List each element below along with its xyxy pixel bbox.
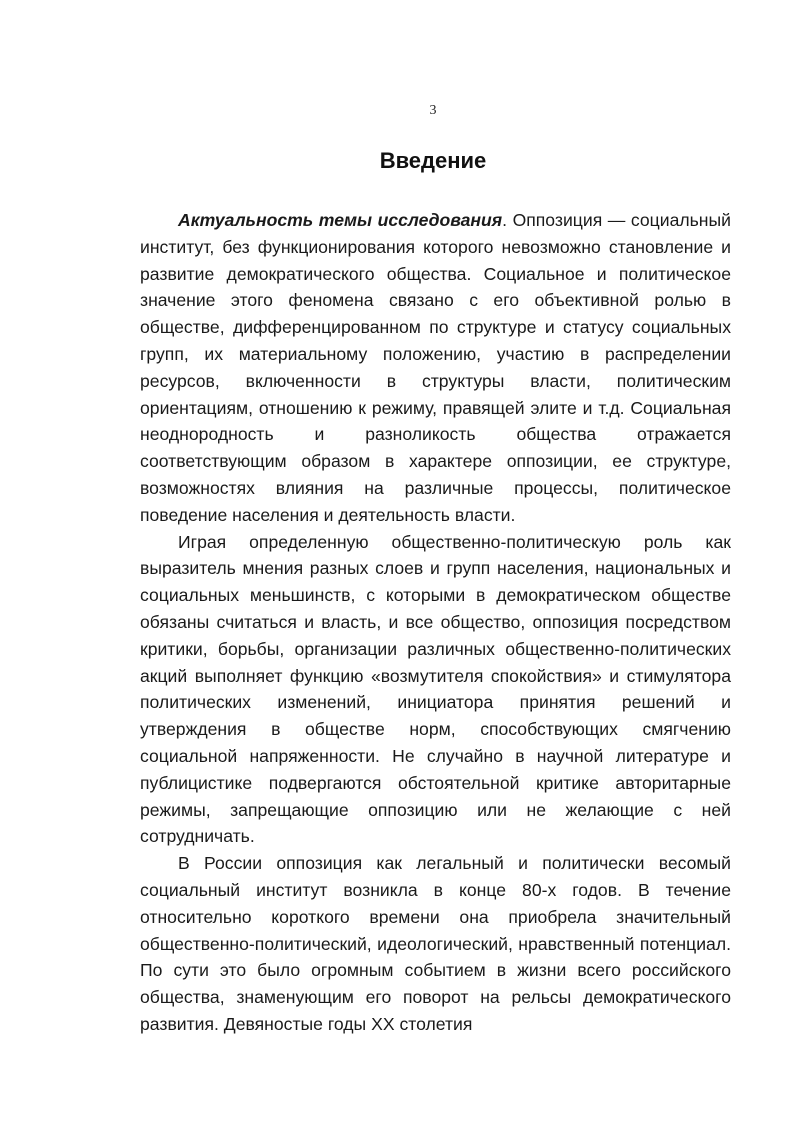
relevance-text: . Оппозиция — социальный институт, без функционирования которого невозможно становление и развитие демократического общества. Социальное и политическое значение этого феномена связано с его объективной ролью в обществе, дифференцированном по структуре и статусу социальных групп, их материальному положению, участию в распределении ресурсов, включенности в структуры власти, политическим ориентациям, отношению к режиму, правящей элите и т.д. Социальная неоднородность и разноликость общества отражается соответствующим образом в характере оппозиции, ее структуре, возможностях влияния на различные процессы, политическое поведение населения и деятельность власти. bbox=[140, 210, 731, 525]
relevance-lead: Актуальность темы исследования bbox=[178, 210, 503, 230]
paragraph-russia: В России оппозиция как легальный и политически весомый социальный институт возникла в конце 80-х годов. В течение относительно короткого времени она приобрела значительный общественно-политический, идеологический, нравственный потенциал. По сути это было огромным событием в жизни всего российского общества, знаменующим его поворот на рельсы демократического развития. Девяностые годы XX столетия bbox=[140, 853, 731, 1034]
page-number: 3 bbox=[429, 103, 437, 118]
page-title: Введение bbox=[379, 148, 487, 173]
paragraph-role: Играя определенную общественно-политическую роль как выразитель мнения разных слоев и групп населения, национальных и социальных меньшинств, с которыми в демократическом обществе обязаны считаться и власть, и все общество, оппозиция посредством критики, борьбы, организации различных общественно-политических акций выполняет функцию «возмутителя спокойствия» и стимулятора политических изменений, инициатора принятия решений и утверждения в обществе норм, способствующих смягчению социальной напряженности. Не случайно в научной литературе и публицистике подвергаются обстоятельной критике авторитарные режимы, запрещающие оппозицию или не желающие с ней сотрудничать. bbox=[140, 531, 731, 847]
paragraph-relevance bbox=[140, 207, 731, 529]
body-text bbox=[140, 207, 731, 1038]
